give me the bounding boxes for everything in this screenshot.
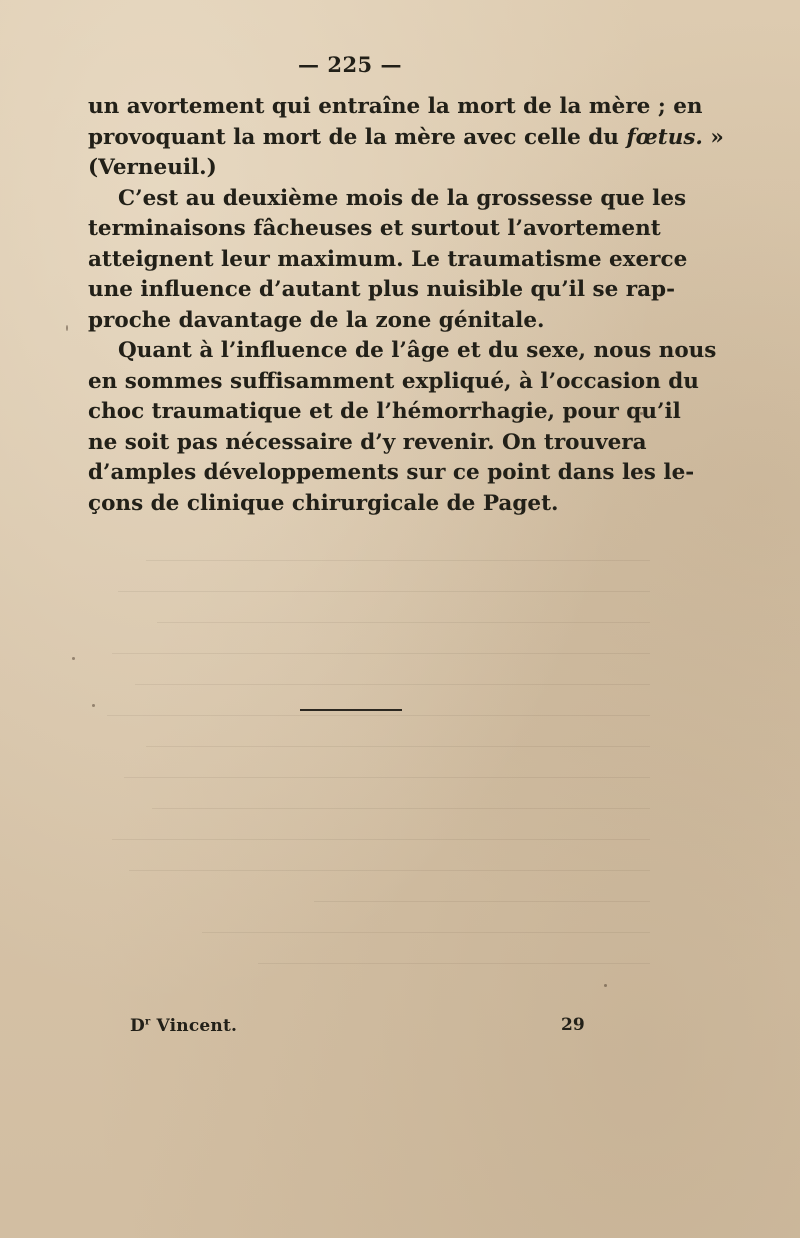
signature-mark: 29 [561, 1015, 585, 1035]
paper-speck [92, 704, 95, 707]
text-line-11: choc traumatique et de l’hémorrhagie, pour qu’il [88, 399, 681, 424]
bleed-through-shadow [90, 530, 650, 1010]
footer-author: $D^r$ Vincent. [130, 1016, 238, 1036]
text-line-1: un avortement qui entraîne la mort de la mère ; en [88, 94, 703, 119]
text-line-10: en sommes suffisamment expliqué, à l’occasion du [88, 368, 699, 394]
paper-speck [66, 325, 68, 331]
paper-speck [604, 984, 607, 987]
text-line-2: provoquant la mort de la mère avec celle du fœtus. » [88, 124, 724, 150]
body-text [88, 92, 724, 519]
text-line-9: Quant à l’influence de l’âge et du sexe, nous nous [118, 338, 717, 363]
section-divider [300, 709, 402, 711]
page-number: — 225 — [298, 52, 402, 77]
text-line-12: ne soit pas nécessaire d’y revenir. On trouvera [88, 429, 647, 455]
text-line-4: C’est au deuxième mois de la grossesse que les [118, 185, 687, 211]
italic-foetus: fœtus. [626, 124, 703, 150]
text-line-3: (Verneuil.) [88, 155, 217, 180]
text-line-6: atteignent leur maximum. Le traumatisme exerce [88, 246, 688, 272]
text-line-14: çons de clinique chirurgicale de Paget. [88, 490, 559, 516]
paper-speck [640, 412, 643, 415]
text-line-7: une influence d’autant plus nuisible qu’il se rap- [88, 277, 675, 302]
text-line-8: proche davantage de la zone génitale. [88, 307, 545, 333]
paper-speck [72, 657, 75, 660]
text-line-5: terminaisons fâcheuses et surtout l’avortement [88, 216, 661, 241]
text-line-13: d’amples développements sur ce point dans les le- [88, 460, 695, 485]
